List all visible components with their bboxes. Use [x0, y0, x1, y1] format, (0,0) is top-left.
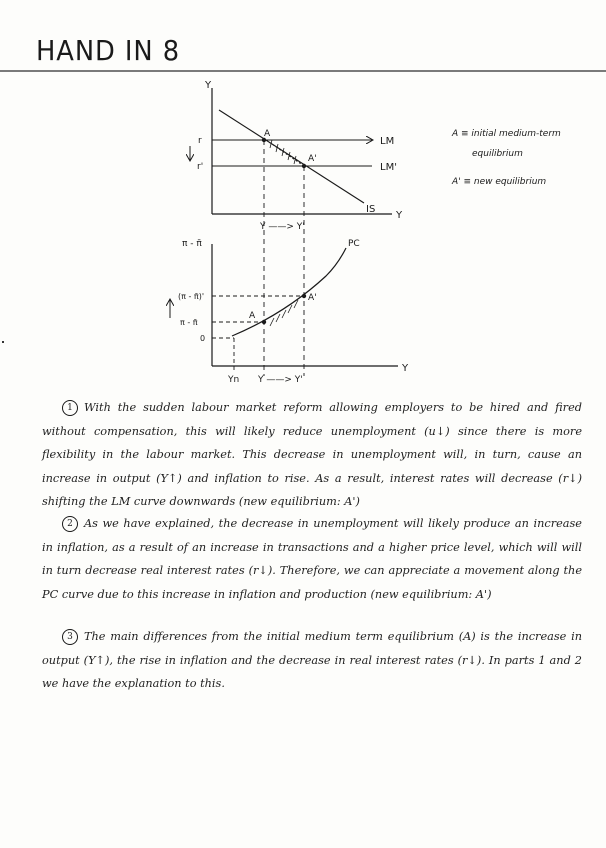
islm-diagram: [190, 80, 403, 376]
point-a-pc-label: A: [249, 311, 256, 321]
economics-diagram: [0, 0, 606, 400]
paragraph-number-3: 3: [62, 629, 78, 645]
islm-output-shift: Y ——> Y': [260, 222, 305, 232]
point-a-pc: [262, 320, 266, 324]
islm-x-axis-label: Y: [396, 210, 403, 221]
pc-lower-gap-label: π - π̄: [180, 318, 198, 327]
paragraph-text-3: The main differences from the initial medium term equilibrium (A) is the increase in output (Y↑), the rise in inflation and the decrease in real interest rates (r↓). In parts 1 and 2 we have the explanation to this.: [42, 630, 582, 690]
pc-origin-label: 0: [200, 334, 206, 343]
legend-a-prime: A' ≡ new equilibrium: [452, 177, 547, 187]
paragraph-text-1: With the sudden labour market reform allowing employers to be hired and fired without compensation, this will likely reduce unemployment (u↓) since there is more flexibility in the labour market. This decrease in unemployment will, in turn, cause an increase in output (Y↑) and inflation to rise. As a result, interest rates will decrease (r↓) shifting the LM curve downwards (new equilibrium: A'): [42, 401, 582, 508]
point-a-islm-label: A: [264, 129, 271, 139]
answer-paragraph-2: [42, 512, 582, 606]
r-prime-label: r': [197, 162, 204, 172]
point-a-prime-islm-label: A': [308, 154, 317, 164]
pc-label: PC: [348, 239, 360, 249]
pc-curve: [232, 248, 346, 336]
paragraph-number-2: 2: [62, 516, 78, 532]
legend-a-line2: equilibrium: [472, 149, 523, 159]
page-title: HAND IN 8: [36, 34, 181, 67]
pc-output-shift: Y ——> Y': [258, 375, 303, 385]
pc-y-axis-label: π - π̄: [182, 239, 202, 249]
lm-prime-label: LM': [380, 162, 397, 173]
answer-paragraph-3: [42, 625, 582, 696]
r-label: r: [198, 136, 202, 146]
pc-upper-gap-label: (π - π̄)': [178, 292, 205, 301]
point-a-prime-pc: [302, 294, 306, 298]
legend: [451, 129, 561, 187]
point-a-prime-pc-label: A': [308, 293, 317, 303]
legend-a-line1: A ≡ initial medium-term: [452, 129, 561, 139]
hatch-ticks: [270, 140, 296, 164]
lm-label: LM: [380, 136, 395, 147]
paragraph-text-2: As we have explained, the decrease in unemployment will likely produce an increase in inflation, as a result of an increase in transactions and a higher price level, which will will in turn decrease real interest rates (r↓). Therefore, we can appreciate a movement along the PC curve due to this increase in inflation and production (new equilibrium: A'): [42, 517, 582, 601]
paragraph-number-1: 1: [62, 400, 78, 416]
answer-paragraph-1: [42, 396, 582, 514]
pc-hatch: [270, 300, 298, 326]
pc-diagram: [170, 239, 409, 385]
yn-label: Yn: [228, 375, 240, 385]
pc-x-axis-label: Y: [402, 363, 409, 374]
is-label: IS: [366, 204, 376, 215]
is-curve: [219, 110, 364, 203]
islm-y-axis-label: Y: [205, 80, 212, 91]
